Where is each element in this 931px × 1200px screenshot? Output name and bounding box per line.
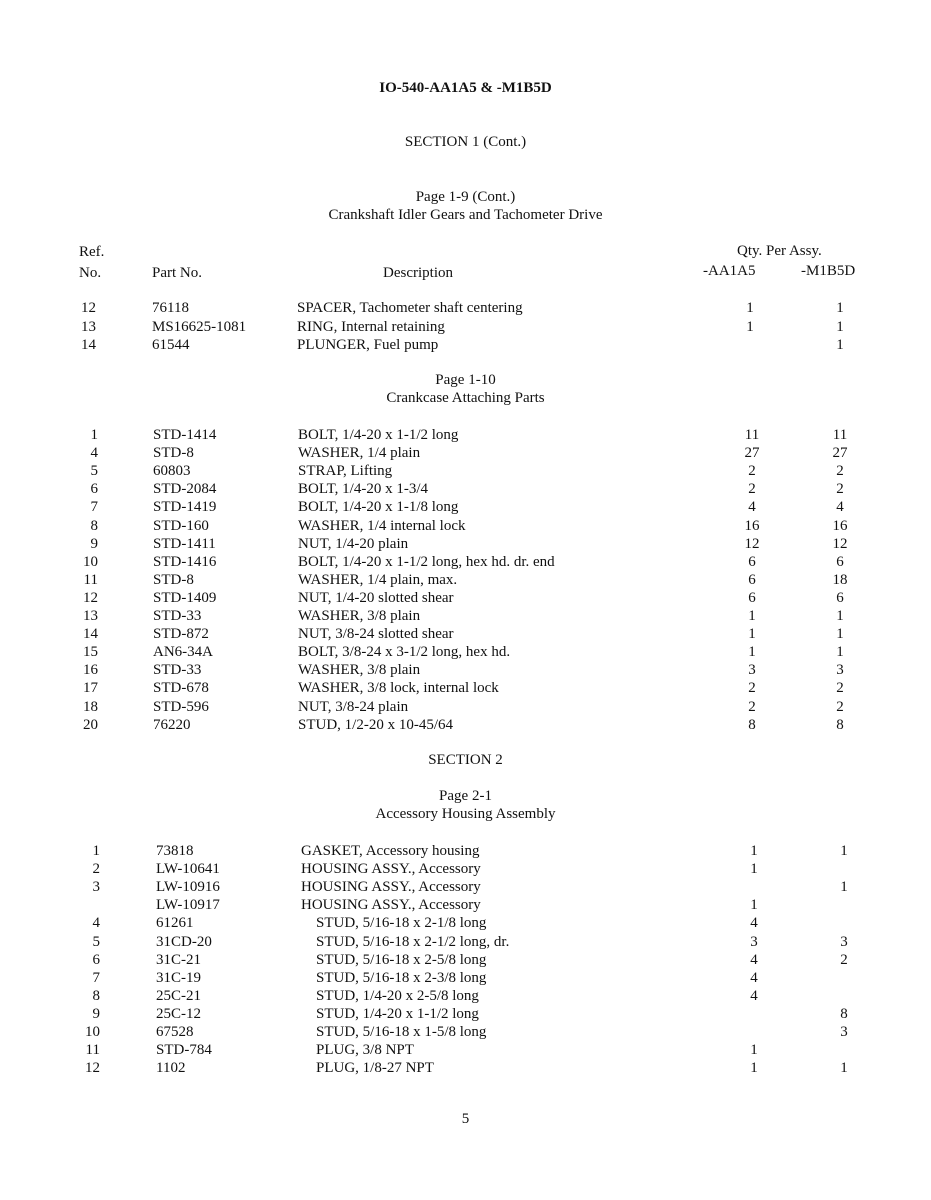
qty-m1b5d-header: -M1B5D — [801, 263, 856, 279]
qty-m1b5d: 2 — [836, 698, 844, 715]
qty-aa1a5: 4 — [750, 915, 758, 932]
part-number: 67528 — [156, 1024, 194, 1040]
table-row — [0, 1005, 931, 1023]
table-row — [0, 498, 931, 516]
part-number: 61261 — [156, 915, 194, 932]
table-row — [0, 878, 931, 896]
ref-number: 1 — [90, 427, 98, 443]
qty-m1b5d: 12 — [832, 535, 848, 552]
part-number: 25C-12 — [156, 1005, 201, 1022]
qty-m1b5d: 1 — [836, 626, 844, 643]
ref-number: 13 — [83, 608, 98, 624]
part-number: STD-1416 — [153, 553, 217, 570]
ref-number: 3 — [92, 879, 100, 896]
qty-aa1a5: 1 — [750, 1060, 758, 1077]
ref-number: 1 — [92, 843, 100, 859]
qty-m1b5d: 11 — [832, 427, 848, 443]
page-number: 5 — [461, 1111, 470, 1127]
qty-aa1a5: 1 — [750, 861, 758, 878]
part-description: STRAP, Lifting — [298, 463, 393, 480]
section-1-title: SECTION 1 (Cont.) — [404, 134, 527, 150]
part-description: PLUNGER, Fuel pump — [297, 337, 439, 353]
table-row — [0, 969, 931, 987]
ref-number: 10 — [83, 553, 98, 570]
table-row — [0, 1023, 931, 1041]
qty-aa1a5: 4 — [748, 499, 756, 516]
part-description: HOUSING ASSY., Accessory — [301, 879, 481, 896]
qty-m1b5d: 2 — [836, 463, 844, 480]
ref-number: 4 — [92, 915, 100, 932]
part-description: GASKET, Accessory housing — [301, 843, 480, 859]
ref-number: 13 — [81, 318, 96, 335]
qty-m1b5d: 6 — [836, 589, 844, 606]
qty-m1b5d: 2 — [836, 481, 844, 498]
part-description: WASHER, 1/4 plain, max. — [298, 571, 458, 588]
part-description: STUD, 5/16-18 x 2-1/2 long, dr. — [316, 933, 510, 950]
part-description: PLUG, 1/8-27 NPT — [316, 1060, 434, 1077]
part-description: BOLT, 3/8-24 x 3-1/2 long, hex hd. — [298, 644, 511, 661]
table-row — [0, 625, 931, 643]
table-row — [0, 1041, 931, 1059]
qty-aa1a5: 11 — [744, 427, 760, 443]
part-description: RING, Internal retaining — [297, 318, 445, 335]
table-row — [0, 517, 931, 535]
block1-title: Crankshaft Idler Gears and Tachometer Drive — [328, 207, 603, 223]
part-number: STD-596 — [153, 698, 209, 715]
qty-m1b5d: 1 — [840, 843, 848, 859]
table-row — [0, 860, 931, 878]
qty-m1b5d: 27 — [832, 445, 848, 462]
part-number: 1102 — [156, 1060, 186, 1077]
table-row — [0, 933, 931, 951]
table-row — [0, 661, 931, 679]
part-number: STD-872 — [153, 626, 209, 643]
qty-m1b5d: 8 — [840, 1005, 848, 1022]
ref-number: 11 — [83, 571, 98, 588]
qty-aa1a5-header: -AA1A5 — [703, 263, 756, 279]
part-number: STD-8 — [153, 571, 194, 588]
part-number: 31C-19 — [156, 969, 201, 986]
part-description: STUD, 5/16-18 x 2-5/8 long — [316, 951, 487, 968]
qty-m1b5d: 3 — [840, 1024, 848, 1040]
table-row — [0, 589, 931, 607]
qty-aa1a5: 3 — [748, 662, 756, 679]
table-row — [0, 1059, 931, 1077]
block3-title: Accessory Housing Assembly — [375, 806, 556, 822]
part-number: STD-33 — [153, 608, 202, 624]
table-row — [0, 299, 931, 317]
qty-m1b5d: 1 — [836, 318, 844, 335]
part-description: HOUSING ASSY., Accessory — [301, 897, 481, 914]
table-row — [0, 444, 931, 462]
qty-aa1a5: 6 — [748, 589, 756, 606]
part-number: STD-2084 — [153, 481, 217, 498]
part-description: PLUG, 3/8 NPT — [316, 1042, 414, 1059]
part-description: WASHER, 3/8 plain — [298, 608, 421, 624]
table-row — [0, 914, 931, 932]
qty-aa1a5: 1 — [748, 644, 756, 661]
qty-m1b5d: 18 — [832, 571, 848, 588]
qty-m1b5d: 1 — [836, 337, 844, 353]
qty-aa1a5: 1 — [748, 608, 756, 624]
part-description: BOLT, 1/4-20 x 1-3/4 — [298, 481, 428, 498]
part-number: MS16625-1081 — [152, 318, 247, 335]
ref-number: 7 — [90, 499, 98, 516]
part-number: STD-1419 — [153, 499, 217, 516]
part-number: LW-10641 — [156, 861, 220, 878]
part-description: HOUSING ASSY., Accessory — [301, 861, 481, 878]
description-header: Description — [383, 265, 453, 281]
part-number: AN6-34A — [153, 644, 213, 661]
table-row — [0, 643, 931, 661]
part-description: NUT, 3/8-24 plain — [298, 698, 409, 715]
part-number: LW-10917 — [156, 897, 220, 914]
block2-title: Crankcase Attaching Parts — [386, 390, 545, 406]
qty-aa1a5: 6 — [748, 571, 756, 588]
qty-m1b5d: 4 — [836, 499, 844, 516]
qty-m1b5d: 1 — [840, 879, 848, 896]
qty-m1b5d: 2 — [840, 951, 848, 968]
qty-aa1a5: 1 — [746, 318, 754, 335]
part-description: BOLT, 1/4-20 x 1-1/2 long — [298, 427, 459, 443]
part-number: 61544 — [152, 337, 190, 353]
part-number: STD-1411 — [153, 535, 216, 552]
part-number: 31C-21 — [156, 951, 201, 968]
part-no-header: Part No. — [152, 265, 202, 281]
ref-number: 6 — [92, 951, 100, 968]
table-row — [0, 679, 931, 697]
qty-m1b5d: 3 — [840, 933, 848, 950]
part-description: STUD, 1/4-20 x 1-1/2 long — [316, 1005, 479, 1022]
qty-aa1a5: 27 — [744, 445, 760, 462]
table-row — [0, 607, 931, 625]
part-number: 76118 — [152, 300, 189, 316]
table-row — [0, 318, 931, 336]
part-number: STD-678 — [153, 680, 209, 697]
part-description: BOLT, 1/4-20 x 1-1/2 long, hex hd. dr. end — [298, 553, 555, 570]
ref-number: 14 — [83, 626, 98, 643]
table-row — [0, 553, 931, 571]
part-description: STUD, 5/16-18 x 1-5/8 long — [316, 1024, 487, 1040]
part-description: SPACER, Tachometer shaft centering — [297, 300, 523, 316]
part-number: STD-33 — [153, 662, 202, 679]
ref-number: 9 — [90, 535, 98, 552]
qty-aa1a5: 2 — [748, 463, 756, 480]
table-row — [0, 462, 931, 480]
table-row — [0, 896, 931, 914]
table-row — [0, 336, 931, 354]
part-number: 60803 — [153, 463, 191, 480]
ref-number: 18 — [83, 698, 98, 715]
table-row — [0, 698, 931, 716]
part-description: BOLT, 1/4-20 x 1-1/8 long — [298, 499, 459, 516]
qty-aa1a5: 1 — [750, 1042, 758, 1059]
qty-m1b5d: 16 — [832, 517, 848, 534]
qty-aa1a5: 3 — [750, 933, 758, 950]
part-description: STUD, 1/4-20 x 2-5/8 long — [316, 987, 479, 1004]
table-row — [0, 426, 931, 444]
qty-aa1a5: 12 — [744, 535, 760, 552]
qty-m1b5d: 6 — [836, 553, 844, 570]
ref-number: 10 — [85, 1024, 100, 1040]
ref-number: 5 — [92, 933, 100, 950]
part-number: 31CD-20 — [156, 933, 212, 950]
part-number: 25C-21 — [156, 987, 201, 1004]
qty-aa1a5: 2 — [748, 680, 756, 697]
qty-aa1a5: 2 — [748, 481, 756, 498]
ref-header-line1: Ref. — [79, 244, 105, 260]
qty-m1b5d: 1 — [836, 300, 844, 316]
qty-m1b5d: 8 — [836, 716, 844, 733]
table-row — [0, 716, 931, 734]
ref-number: 17 — [83, 680, 98, 697]
ref-number: 14 — [81, 337, 96, 353]
part-number: STD-1409 — [153, 589, 217, 606]
ref-number: 8 — [90, 517, 98, 534]
qty-m1b5d: 1 — [840, 1060, 848, 1077]
qty-aa1a5: 8 — [748, 716, 756, 733]
ref-number: 2 — [92, 861, 100, 878]
qty-aa1a5: 4 — [750, 969, 758, 986]
qty-aa1a5: 2 — [748, 698, 756, 715]
part-description: WASHER, 1/4 plain — [298, 445, 421, 462]
part-number: 76220 — [153, 716, 191, 733]
qty-aa1a5: 1 — [746, 300, 754, 316]
ref-number: 8 — [92, 987, 100, 1004]
qty-m1b5d: 2 — [836, 680, 844, 697]
ref-header-line2: No. — [79, 265, 102, 281]
ref-number: 5 — [90, 463, 98, 480]
qty-aa1a5: 4 — [750, 987, 758, 1004]
qty-m1b5d: 1 — [836, 608, 844, 624]
part-number: 73818 — [156, 843, 194, 859]
document-title: IO-540-AA1A5 & -M1B5D — [379, 80, 552, 96]
qty-aa1a5: 1 — [750, 897, 758, 914]
ref-number: 12 — [81, 300, 96, 316]
ref-number: 4 — [90, 445, 98, 462]
qty-aa1a5: 1 — [748, 626, 756, 643]
ref-number: 11 — [85, 1042, 100, 1059]
part-description: WASHER, 1/4 internal lock — [298, 517, 466, 534]
ref-number: 9 — [92, 1005, 100, 1022]
block1-page-label: Page 1-9 (Cont.) — [415, 189, 516, 205]
part-number: STD-160 — [153, 517, 209, 534]
ref-number: 20 — [83, 716, 98, 733]
qty-aa1a5: 1 — [750, 843, 758, 859]
qty-per-assy-header: Qty. Per Assy. — [737, 243, 822, 259]
part-description: WASHER, 3/8 lock, internal lock — [298, 680, 499, 697]
ref-number: 15 — [83, 644, 98, 661]
section-2-title: SECTION 2 — [428, 752, 503, 768]
table-row — [0, 535, 931, 553]
table-row — [0, 842, 931, 860]
qty-aa1a5: 6 — [748, 553, 756, 570]
block2-page-label: Page 1-10 — [435, 372, 496, 388]
block3-page-label: Page 2-1 — [439, 788, 492, 804]
table-row — [0, 480, 931, 498]
table-row — [0, 571, 931, 589]
part-description: WASHER, 3/8 plain — [298, 662, 421, 679]
part-description: NUT, 1/4-20 slotted shear — [298, 589, 454, 606]
ref-number: 12 — [83, 589, 98, 606]
part-number: STD-1414 — [153, 427, 217, 443]
table-row — [0, 951, 931, 969]
part-description: NUT, 1/4-20 plain — [298, 535, 409, 552]
part-number: LW-10916 — [156, 879, 220, 896]
part-number: STD-784 — [156, 1042, 212, 1059]
part-description: STUD, 5/16-18 x 2-1/8 long — [316, 915, 487, 932]
ref-number: 7 — [92, 969, 100, 986]
qty-aa1a5: 4 — [750, 951, 758, 968]
part-number: STD-8 — [153, 445, 194, 462]
ref-number: 6 — [90, 481, 98, 498]
qty-m1b5d: 3 — [836, 662, 844, 679]
table-row — [0, 987, 931, 1005]
ref-number: 16 — [83, 662, 98, 679]
qty-m1b5d: 1 — [836, 644, 844, 661]
ref-number: 12 — [85, 1060, 100, 1077]
part-description: NUT, 3/8-24 slotted shear — [298, 626, 454, 643]
part-description: STUD, 1/2-20 x 10-45/64 — [298, 716, 453, 733]
part-description: STUD, 5/16-18 x 2-3/8 long — [316, 969, 487, 986]
qty-aa1a5: 16 — [744, 517, 760, 534]
